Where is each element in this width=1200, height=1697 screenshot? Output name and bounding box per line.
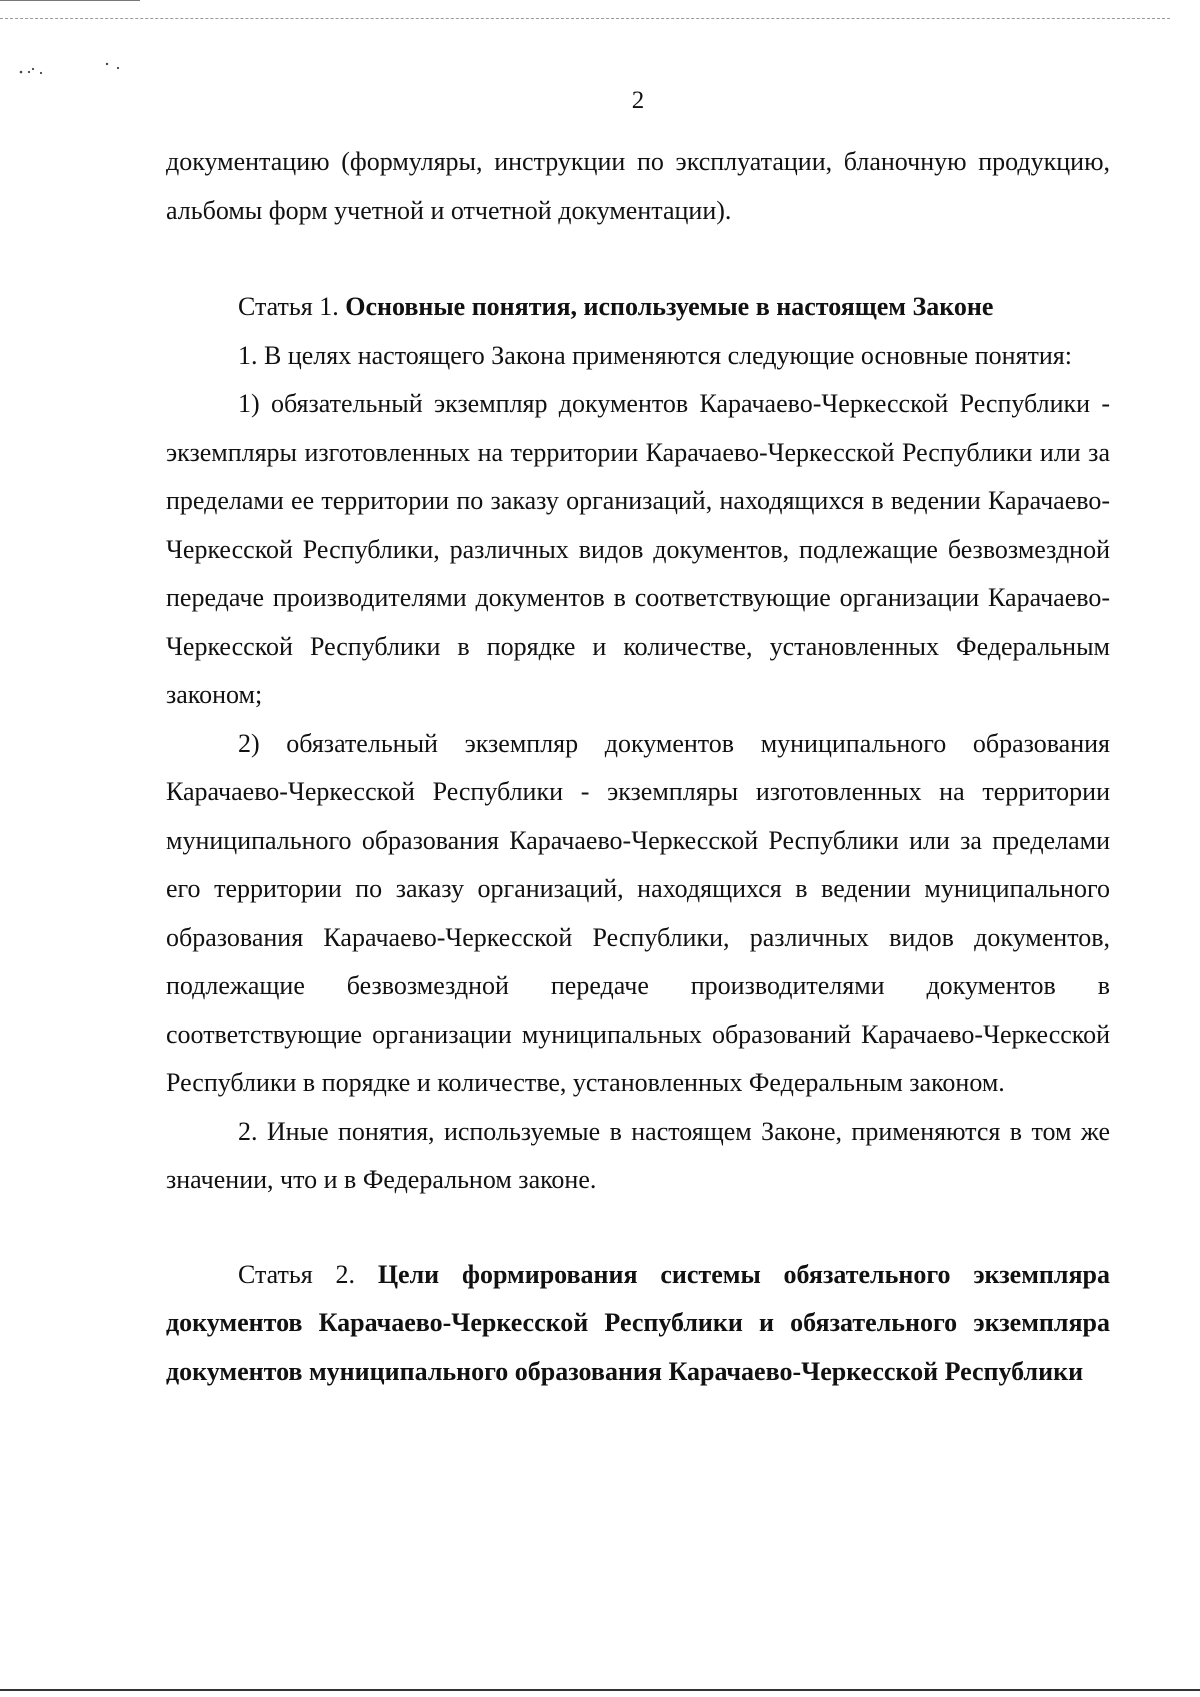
article-1-paragraph-2: 2. Иные понятия, используемые в настоящем Законе, применяются в том же значении, что и в Федеральном законе. — [166, 1116, 1110, 1194]
article-1-title: Основные понятия, используемые в настоящем Законе — [345, 292, 994, 321]
scan-artifact-top-left-line — [0, 0, 140, 1]
scan-artifact-specks — [18, 58, 128, 78]
article-1-item-2: 2) обязательный экземпляр документов муниципального образования Карачаево-Черкесской Республики - экземпляры изготовленных на территории муниципального образования Карачаево-Черкесской Республики или за пределами его территории по заказу организаций, находящихся в ведении муниципального образования Карачаево-Черкесской Республики, различных видов документов, подлежащие безвозмездной передаче производителями документов в соответствующие организации муниципальных образований Карачаево-Черкесской Республики в порядке и количестве, установленных Федеральным законом. — [166, 728, 1110, 1097]
article-1-heading — [166, 283, 1110, 332]
paragraph-spacer — [166, 1205, 1110, 1251]
scan-artifact-top-line — [0, 18, 1170, 19]
article-1-paragraph-1: 1. В целях настоящего Закона применяются следующие основные понятия: — [238, 340, 1072, 370]
article-2-prefix: Статья 2. — [238, 1259, 378, 1289]
article-1-prefix: Статья 1. — [238, 292, 346, 321]
page-number: 2 — [631, 87, 645, 114]
article-2-heading — [166, 1251, 1110, 1397]
paragraph-spacer — [166, 235, 1110, 283]
scan-artifact-bottom-line — [0, 1689, 1200, 1691]
document-body — [166, 138, 1110, 1396]
intro-paragraph: документацию (формуляры, инструкции по эксплуатации, бланочную продукцию, альбомы форм учетной и отчетной документации). — [166, 147, 1110, 225]
article-1-item-1: 1) обязательный экземпляр документов Карачаево-Черкесской Республики - экземпляры изготовленных на территории Карачаево-Черкесской Республики или за пределами ее территории по заказу организаций, находящихся в ведении Карачаево-Черкесской Республики, различных видов документов, подлежащие безвозмездной передаче производителями документов в соответствующие организации Карачаево-Черкесской Республики в порядке и количестве, установленных Федеральным законом; — [166, 389, 1110, 709]
article-2-title: Цели формирования системы обязательного экземпляра документов Карачаево-Черкесской Республики и обязательного экземпляра документов муниципального образования Карачаево-Черкесской Республики — [166, 1259, 1110, 1386]
